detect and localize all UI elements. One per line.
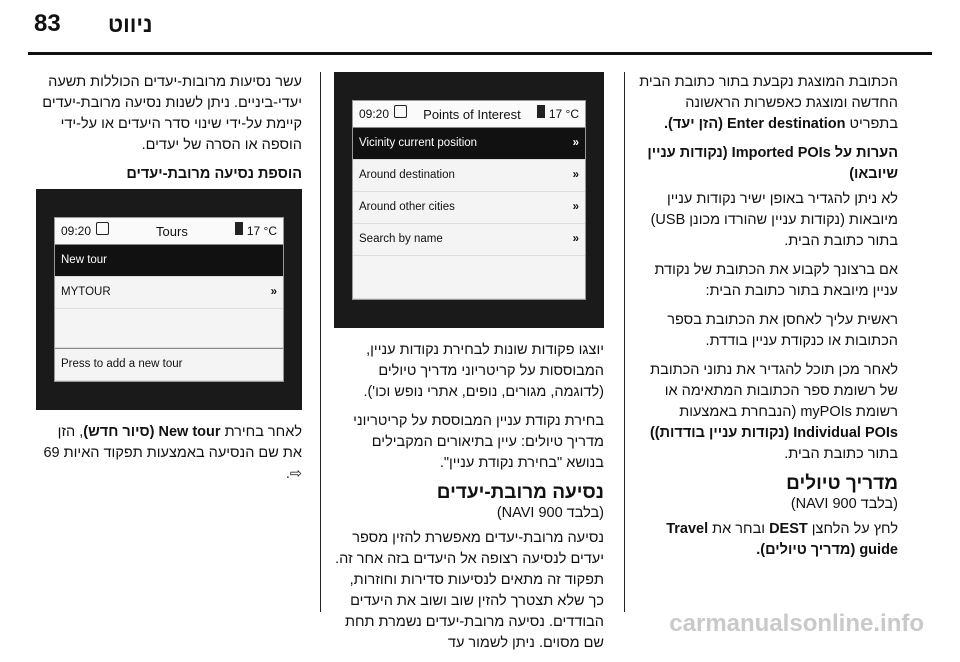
menu-item-around-other-cities[interactable]: Around other cities » — [353, 192, 585, 224]
chevron-right-icon: » — [572, 137, 579, 149]
chevron-right-icon: » — [572, 169, 579, 181]
multi-destination-continued: עשר נסיעות מרובות-יעדים הכוללות תשעה יעדי-ביניים. ניתן לשנות נסיעה מרובת-יעדים קיימת על-ידי שינוי סדר היעדים או על-ידי הוספה או הסרה של יעדים. — [42, 74, 302, 153]
clock: 09:20 — [61, 221, 109, 242]
temperature: 17 °C — [235, 221, 277, 242]
poi-screenshot — [334, 72, 604, 328]
menu-item-search-by-name[interactable]: Search by name » — [353, 224, 585, 256]
multi-destination-paragraph: נסיעה מרובת-יעדים מאפשרת להזין מספר יעדים לנסיעה רצופה אל היעדים בזה אחר זה. תפקוד זה מתאים לנסיעות סדירות וחוזרות, כך שלא תצטרך להזין שוב ושוב את היעדים הבודדים. נסיעה מרובת-יעדים נשמרת תחת שם מסוים. ניתן לשמור עד — [335, 530, 604, 651]
screen-title: Points of Interest — [423, 106, 521, 122]
poi-commands-paragraph: יוצגו פקודות שונות לבחירת נקודות עניין, המבוססות על קריטריוני מדריך טיולים (לדוגמה, מגורים, נופים, אתרי נופש וכו'). — [363, 342, 604, 400]
tours-screenshot — [36, 189, 302, 410]
phone-icon — [537, 105, 545, 118]
mute-icon — [96, 222, 109, 235]
travel-guide-heading: מדריך טיולים — [786, 473, 898, 494]
screen-title: Tours — [156, 223, 188, 239]
menu-item-mytour[interactable]: MYTOUR » — [55, 277, 283, 309]
left-column — [36, 72, 302, 493]
menu-item-vicinity[interactable]: Vicinity current position » — [353, 128, 585, 160]
multi-destination-heading: נסיעה מרובת-יעדים — [436, 482, 604, 503]
mypois-paragraph: לאחר מכן תוכל להגדיר את נתוני הכתובת של רשומת ספר הכתובות המתאימה או רשומת myPOIs (הנבחרת באמצעות Individual POIs (נקודות עניין בודדות)) בתור כתובת הבית. — [649, 362, 898, 462]
menu-item-around-destination[interactable]: Around destination » — [353, 160, 585, 192]
travel-guide-subtitle: (בלבד NAVI 900) — [790, 496, 898, 512]
add-tour-prompt[interactable]: Press to add a new tour — [55, 348, 283, 381]
chevron-right-icon: » — [270, 286, 277, 298]
column-divider-left — [320, 72, 321, 612]
screen-blank — [55, 309, 283, 348]
mute-icon — [394, 105, 407, 118]
tours-screen — [54, 217, 284, 382]
multi-destination-subtitle: (בלבד NAVI 900) — [496, 505, 604, 521]
temperature: 17 °C — [537, 104, 579, 125]
phone-icon — [235, 222, 243, 235]
right-column — [636, 72, 898, 569]
tours-screen-header — [55, 218, 283, 245]
menu-item-new-tour[interactable]: New tour — [55, 245, 283, 277]
store-address-paragraph: ראשית עליך לאחסן את הכתובת בספר הכתובות או כנקודת עניין בודדת. — [667, 312, 898, 349]
middle-column — [334, 72, 604, 662]
home-address-paragraph: הכתובת המוצגת נקבעת בתור כתובת הבית החדשה ומוצגת כאפשרות הראשונה בתפריט Enter destination (הזן יעד). — [639, 74, 898, 132]
section-title: ניווט — [108, 12, 153, 37]
chevron-right-icon: » — [572, 201, 579, 213]
page-number: 83 — [34, 10, 61, 37]
screen-blank — [353, 256, 585, 299]
imported-pois-heading: הערות על Imported POIs (נקודות עניין שיובאו) — [647, 145, 898, 182]
set-home-paragraph: אם ברצונך לקבוע את הכתובת של נקודת עניין מיובאת בתור כתובת הבית: — [654, 262, 898, 299]
clock: 09:20 — [359, 104, 407, 125]
add-tour-heading: הוספת נסיעה מרובת-יעדים — [126, 166, 302, 182]
header-rule — [28, 52, 932, 55]
watermark: carmanualsonline.info — [669, 610, 924, 637]
poi-selection-paragraph: בחירת נקודת עניין המבוססת על קריטריוני מדריך טיולים: עיין בתיאורים המקבילים בנושא "בחירת נקודת עניין". — [353, 413, 604, 471]
poi-screen — [352, 100, 586, 300]
new-tour-paragraph: לאחר בחירת New tour (סיור חדש), הזן את שם הנסיעה באמצעות תפקוד האיות 69 ⇨. — [43, 424, 302, 482]
travel-guide-instructions: לחץ על הלחצן DEST ובחר את Travel guide (מדריך טיולים). — [666, 521, 898, 558]
column-divider-right — [624, 72, 625, 612]
chevron-right-icon: » — [572, 233, 579, 245]
imported-pois-paragraph: לא ניתן להגדיר באופן ישיר נקודות עניין מיובאות (נקודות עניין שהורדו מכונן USB) בתור כתובת הבית. — [650, 191, 898, 249]
poi-screen-header — [353, 101, 585, 128]
